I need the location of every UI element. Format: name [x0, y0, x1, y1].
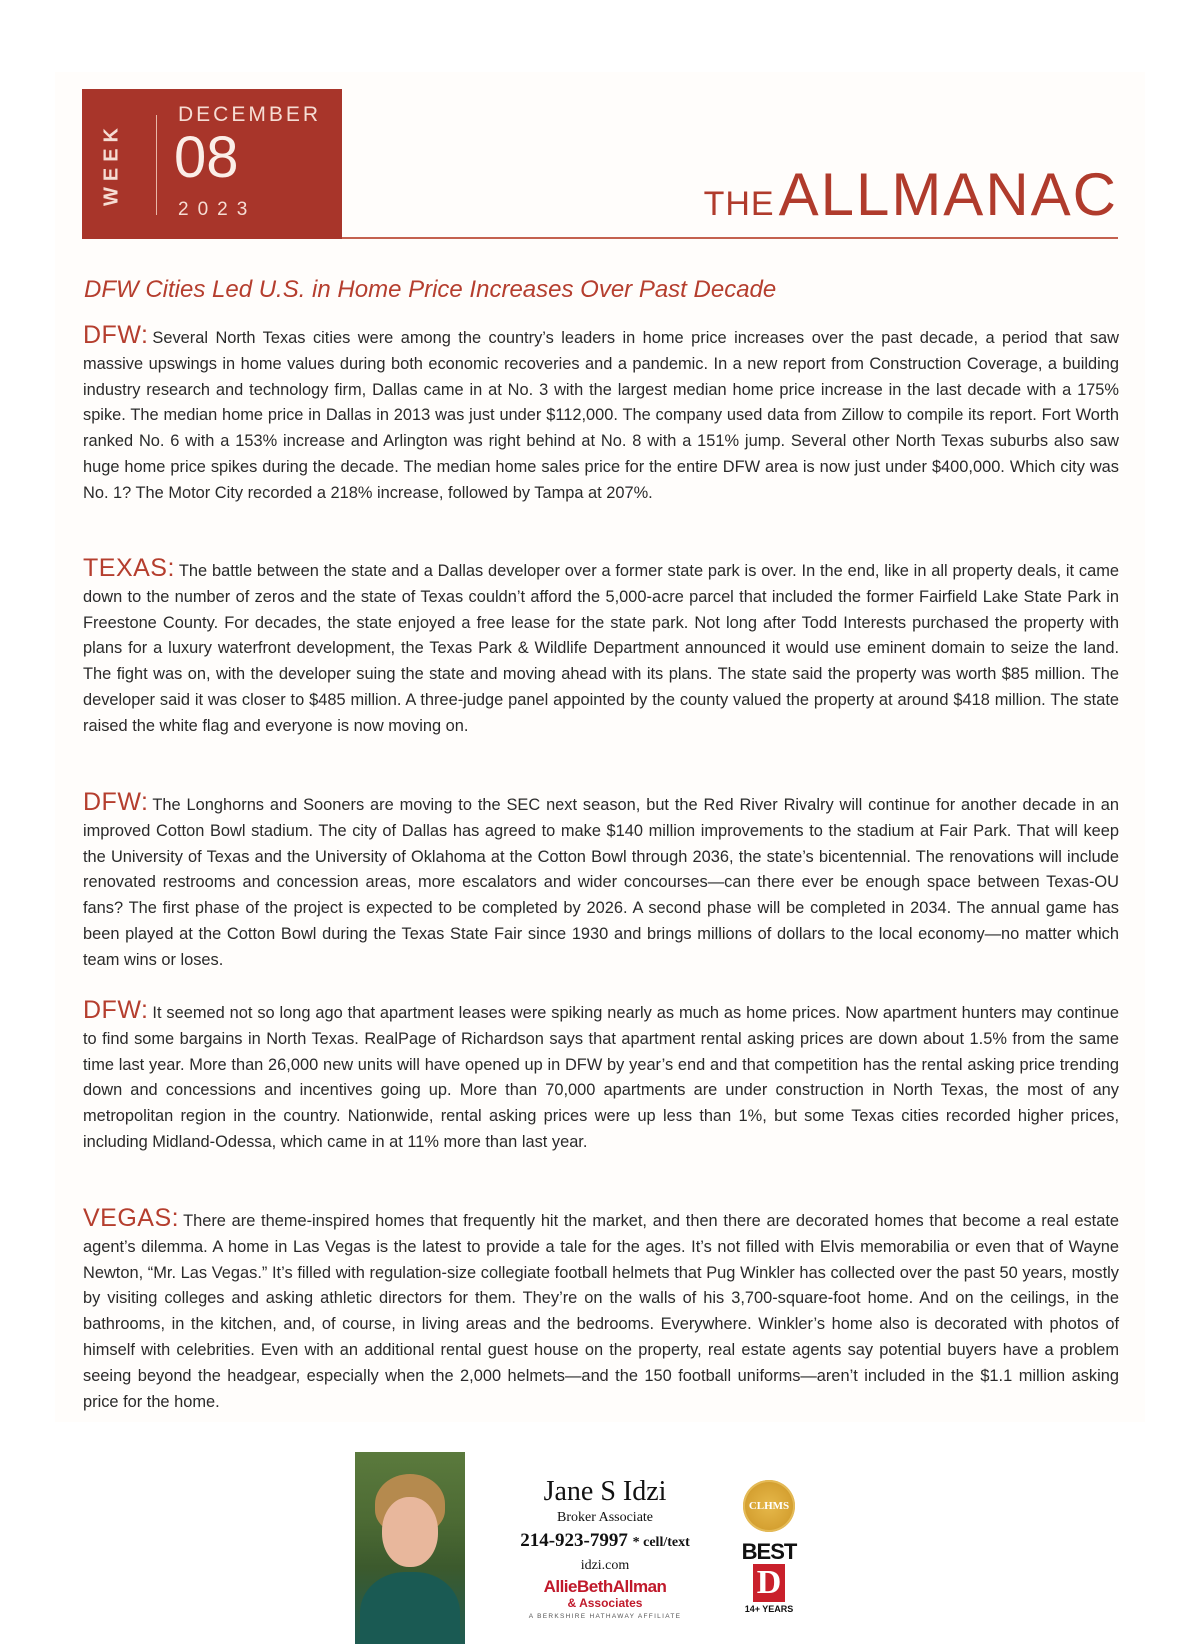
article-texas-state-park	[83, 556, 1119, 740]
article-body: The battle between the state and a Dallas developer over a former state park is over. In the end, like in all property deals, it came down to the number of zeros and the state of Texas couldn’t afford the 5,000-acre parcel that included the former Fairfield Lake State Park in Freestone County. For decades, the state enjoyed a free lease for the state park. Not long after Todd Interests purchased the property with plans for a luxury waterfront development, the Texas Park & Wildlife Department announced it would use eminent domain to seize the land. The fight was on, with the developer suing the state and moving ahead with its plans. The state said the property was worth $85 million. The developer said it was closer to $485 million. A three-judge panel appointed by the county valued the property at around $418 million. The state raised the white flag and everyone is now moving on.	[83, 562, 1119, 735]
brokerage-logo	[515, 1578, 695, 1624]
badge-day: 08	[174, 125, 239, 190]
badge-divider	[156, 115, 157, 215]
article-body: There are theme-inspired homes that frequently hit the market, and then there are decorated homes that become a real estate agent’s dilemma. A home in Las Vegas is the latest to provide a tale for the ages. It’s not filled with Elvis memorabilia or even that of Wayne Newton, “Mr. Las Vegas.” It’s filled with regulation-size collegiate football helmets that Pug Winkler has collected over the past 50 years, mostly by visiting colleges and asking athletic directors for them. They’re on the walls of his 3,700-square-foot home. And on the ceilings, in the bathrooms, in the kitchen, and, of course, in living areas and the bedrooms. Everywhere. Winkler’s home also is decorated with photos of himself with celebrities. Even with an additional rental guest house on the property, real estate agents say potential buyers have a problem seeing beyond the headgear, especially when the 2,000 helmets—and the 150 football uniforms—aren’t included in the $1.1 million asking price for the home.	[83, 1212, 1119, 1411]
article-dfw-home-prices	[83, 323, 1119, 507]
brokerage-name: AllieBethAllman	[543, 1577, 667, 1596]
clhms-seal-icon: CLHMS	[743, 1480, 795, 1532]
agent-photo	[355, 1452, 465, 1644]
badge-year: 2023	[178, 199, 257, 220]
award-years: 14+ YEARS	[744, 1604, 794, 1614]
agent-footer	[355, 1452, 855, 1650]
masthead-the: THE	[703, 185, 775, 223]
brokerage-affiliate: A BERKSHIRE HATHAWAY AFFILIATE	[528, 1613, 682, 1620]
article-tag: DFW:	[83, 788, 149, 816]
agent-phone[interactable]: 214-923-7997 * cell/text	[520, 1530, 690, 1551]
agent-contact	[495, 1476, 715, 1576]
article-tag: DFW:	[83, 996, 149, 1024]
article-body: It seemed not so long ago that apartment leases were spiking nearly as much as home prices. Now apartment hunters may continue to find some bargains in North Texas. RealPage of Richardson says that apartment rental asking prices are down about 1.5% from the same time last year. More than 26,000 new units will have opened up in DFW by year’s end and that competition has the rental asking price trending down and concessions and incentives going up. More than 70,000 apartments are under construction in North Texas, the most of any metropolitan region in the country. Nationwide, rental asking prices were up less than 1%, but some Texas cities recorded higher prices, including Midland-Odessa, which came in at 11% more than last year.	[83, 1004, 1119, 1151]
date-badge	[82, 89, 342, 239]
article-body: The Longhorns and Sooners are moving to the SEC next season, but the Red River Rivalry will continue for another decade in an improved Cotton Bowl stadium. The city of Dallas has agreed to make $140 million improvements to the stadium at Fair Park. That will keep the University of Texas and the University of Oklahoma at the Cotton Bowl through 2036, the state’s bicentennial. The renovations will include renovated restrooms and concession areas, more escalators and wider concourses—can there ever be enough space between Texas-OU fans? The first phase of the project is expected to be completed by 2026. A second phase will be completed in 2034. The annual game has been played at the Cotton Bowl during the Texas State Fair since 1930 and brings millions of dollars to the local economy—no matter which team wins or loses.	[83, 796, 1119, 969]
article-vegas-helmets	[83, 1206, 1119, 1415]
article-body: Several North Texas cities were among the country’s leaders in home price increases over the past decade, a period that saw massive upswings in home values during both economic recoveries and a pandemic. In a new report from Construction Coverage, a building industry research and technology firm, Dallas came in at No. 3 with the largest median home price increase in the last decade with a 175% spike. The median home price in Dallas in 2013 was just under $112,000. The company used data from Zillow to compile its report. Fort Worth ranked No. 6 with a 153% increase and Arlington was right behind at No. 8 with a 151% jump. Several other North Texas suburbs also saw huge home price spikes during the decade. The median home sales price for the entire DFW area is now just under $400,000. Which city was No. 1? The Motor City recorded a 218% increase, followed by Tampa at 207%.	[83, 329, 1119, 502]
week-label: WEEK	[100, 122, 123, 206]
masthead-title	[704, 160, 1118, 229]
agent-title: Broker Associate	[556, 1510, 654, 1525]
masthead-name: ALLMANAC	[778, 161, 1118, 228]
agent-name: Jane S Idzi	[543, 1476, 667, 1507]
article-dfw-apartments	[83, 998, 1119, 1156]
article-dfw-cotton-bowl	[83, 790, 1119, 974]
page-headline: DFW Cities Led U.S. in Home Price Increases Over Past Decade	[84, 276, 777, 303]
article-tag: DFW:	[83, 321, 149, 349]
article-tag: VEGAS:	[83, 1204, 180, 1232]
masthead-rule	[342, 237, 1118, 239]
best-d-award	[739, 1540, 799, 1616]
article-tag: TEXAS:	[83, 554, 175, 582]
badge-month: DECEMBER	[178, 103, 322, 126]
d-magazine-logo-icon: D	[753, 1564, 785, 1602]
award-label: BEST	[741, 1539, 797, 1564]
agent-website-link[interactable]: idzi.com	[580, 1558, 630, 1573]
brokerage-sub: & Associates	[567, 1596, 643, 1610]
